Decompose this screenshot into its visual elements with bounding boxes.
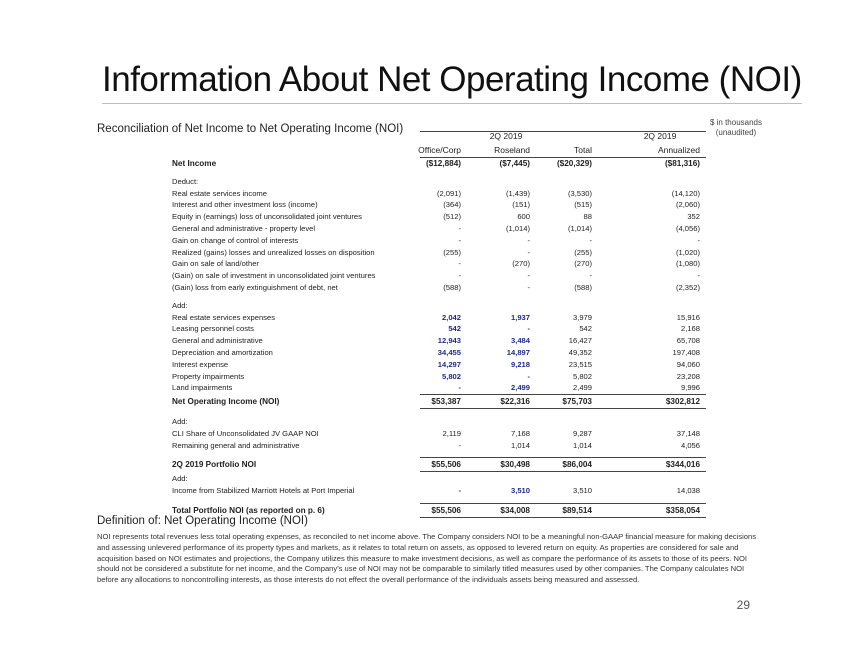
cell-total: 16,427: [568, 336, 592, 346]
cell-total: 49,352: [568, 347, 592, 357]
header-group-2q2019: 2Q 2019: [489, 131, 523, 141]
header-group-annualized: 2Q 2019: [643, 131, 677, 141]
cell-roseland: -: [527, 271, 530, 281]
cell-office: -: [458, 223, 461, 233]
cell-roseland: 3,484: [510, 336, 530, 346]
deduct-rows: [172, 188, 706, 294]
title-divider: [102, 103, 802, 104]
cell-total: (270): [574, 259, 592, 269]
cell-office: -: [458, 383, 461, 393]
row-label: Land impairments: [172, 383, 233, 393]
cell-office: -: [458, 271, 461, 281]
row-label: Income from Stabilized Marriott Hotels at Port Imperial: [172, 485, 355, 495]
definition-text: NOI represents total revenues less total operating expenses, as reconciled to net income above. The Company considers NOI to be a meaningful non-GAAP financial measure for making decisions and assessing unlevered performance of its property types and markets, as it relates to total return on assets, as opposed to levered return on equity. As properties are considered for sale and acquisition based on NOI estimates and projections, the Company utilizes this measure to make investment decisions, as well as compare the performance of its assets to those of its peers. NOI should not be considered a substitute for net income, and the Company's use of NOI may not be comparable to similarly titled measures used by other companies. The Company calculates NOI before any allocations to noncontrolling interests, as those interests do not effect the overall performance of the individuals assets being measured and assessed.: [97, 532, 757, 585]
cell-annualized: 94,060: [676, 359, 700, 369]
row-label: Equity in (earnings) loss of unconsolidated joint ventures: [172, 212, 362, 222]
section-label: Add:: [172, 300, 188, 310]
add2-rows: [172, 428, 706, 452]
table-row: [172, 235, 706, 247]
noi-row: [172, 396, 706, 408]
definition-title: Definition of: Net Operating Income (NOI): [97, 515, 308, 527]
cell-annualized: 2,168: [680, 324, 700, 334]
table-row: [172, 335, 706, 347]
cell-roseland: 7,168: [510, 428, 530, 438]
cell-office: 5,802: [441, 371, 461, 381]
section-label: Add:: [172, 416, 188, 426]
cell-total: (515): [574, 200, 592, 210]
row-label: (Gain) loss from early extinguishment of debt, net: [172, 282, 338, 292]
section-label: Deduct:: [172, 176, 199, 186]
cell-roseland: 3,510: [510, 485, 530, 495]
cell-total: (255): [574, 247, 592, 257]
cell-roseland: -: [527, 371, 530, 381]
page-number: 29: [736, 598, 750, 612]
row-label: Real estate services income: [172, 188, 267, 198]
row-label: Interest expense: [172, 359, 229, 369]
cell-annualized: -: [697, 235, 700, 245]
cell-office: 14,297: [437, 359, 461, 369]
cell-annualized: 9,996: [680, 383, 700, 393]
units-line-2: (unaudited): [715, 128, 757, 137]
units-line-1: $ in thousands: [709, 118, 762, 127]
cell-roseland: (270): [512, 259, 530, 269]
row-label: Remaining general and administrative: [172, 440, 300, 450]
cell-office: 542: [448, 324, 461, 334]
cell-office: -: [458, 440, 461, 450]
table-row: [172, 347, 706, 359]
cell-roseland: $30,498: [500, 460, 530, 470]
cell-office: -: [458, 259, 461, 269]
cell-roseland: 1,014: [510, 440, 530, 450]
cell-office: 34,455: [437, 347, 461, 357]
table-row: [172, 440, 706, 452]
cell-total: 5,802: [572, 371, 592, 381]
row-label: CLI Share of Unconsolidated JV GAAP NOI: [172, 428, 319, 438]
table-row: [172, 371, 706, 383]
cell-annualized: 15,916: [676, 312, 700, 322]
row-label: Net Operating Income (NOI): [172, 397, 280, 407]
cell-roseland: (151): [512, 200, 530, 210]
header-cols-row: [172, 145, 706, 158]
table-row: [172, 323, 706, 335]
row-label: Net Income: [172, 159, 217, 168]
cell-total: (1,014): [567, 223, 592, 233]
row-label: General and administrative: [172, 336, 263, 346]
units-note: [710, 118, 762, 138]
row-label: Depreciation and amortization: [172, 347, 273, 357]
cell-total: 542: [579, 324, 592, 334]
cell-roseland: -: [527, 282, 530, 292]
table-row: [172, 258, 706, 270]
add-label: [172, 300, 706, 312]
cell-annualized: $302,812: [665, 397, 700, 407]
cell-roseland: 9,218: [510, 359, 530, 369]
cell-roseland: 2,499: [510, 383, 530, 393]
cell-annualized: -: [697, 271, 700, 281]
portfolio-noi-row: [172, 459, 706, 471]
cell-office: (2,091): [436, 188, 461, 198]
table-row: [172, 223, 706, 235]
cell-total: $89,514: [562, 505, 592, 515]
cell-roseland: -: [527, 235, 530, 245]
add-rows: [172, 312, 706, 395]
cell-annualized: (1,080): [675, 259, 700, 269]
table-row: [172, 247, 706, 259]
row-label: Interest and other investment loss (income): [172, 200, 318, 210]
cell-total: (3,530): [567, 188, 592, 198]
cell-annualized: (2,352): [675, 282, 700, 292]
cell-office: -: [458, 485, 461, 495]
cell-office: $55,506: [431, 505, 461, 515]
cell-total: 1,014: [572, 440, 592, 450]
cell-total: 2,499: [572, 383, 592, 393]
cell-total: -: [589, 235, 592, 245]
cell-total: 88: [583, 212, 592, 222]
cell-total: 3,510: [572, 485, 592, 495]
cell-roseland: 600: [517, 212, 530, 222]
cell-office: 12,943: [437, 336, 461, 346]
cell-roseland: (1,014): [505, 223, 530, 233]
table-row: [172, 382, 706, 394]
cell-roseland: 1,937: [510, 312, 530, 322]
cell-roseland: -: [527, 324, 530, 334]
cell-annualized: 4,056: [680, 440, 700, 450]
cell-annualized: $358,054: [665, 505, 700, 515]
cell-office: ($12,884): [425, 159, 461, 168]
cell-office: 2,042: [441, 312, 461, 322]
cell-total: ($20,329): [556, 159, 592, 168]
row-label: Realized (gains) losses and unrealized losses on disposition: [172, 247, 375, 257]
table-row: [172, 485, 706, 497]
cell-roseland: -: [527, 247, 530, 257]
cell-roseland: ($7,445): [499, 159, 530, 168]
col-header-annualized: Annualized: [657, 145, 700, 155]
add2-label: [172, 416, 706, 428]
row-label: General and administrative - property level: [172, 223, 316, 233]
col-header-roseland: Roseland: [494, 145, 530, 155]
row-label: Property impairments: [172, 371, 245, 381]
cell-annualized: 23,208: [676, 371, 700, 381]
cell-office: (364): [443, 200, 461, 210]
table-row: [172, 428, 706, 440]
cell-roseland: (1,439): [505, 188, 530, 198]
cell-office: (512): [443, 212, 461, 222]
table-row: [172, 188, 706, 200]
cell-total: -: [589, 271, 592, 281]
add3-rows: [172, 485, 706, 497]
cell-total: 3,979: [572, 312, 592, 322]
cell-office: $55,506: [431, 460, 461, 470]
cell-annualized: (2,060): [675, 200, 700, 210]
cell-office: (255): [443, 247, 461, 257]
cell-total: $75,703: [562, 397, 592, 407]
section-label: Add:: [172, 474, 188, 484]
cell-roseland: $34,008: [500, 505, 530, 515]
row-label: Gain on sale of land/other: [172, 259, 259, 269]
cell-office: 2,119: [442, 428, 461, 438]
table-row: [172, 312, 706, 324]
cell-total: (588): [574, 282, 592, 292]
cell-annualized: 37,148: [676, 428, 700, 438]
cell-office: $53,387: [431, 397, 461, 407]
cell-annualized: (1,020): [675, 247, 700, 257]
col-header-total: Total: [574, 145, 592, 155]
row-label: Total Portfolio NOI (as reported on p. 6): [172, 505, 325, 515]
cell-annualized: ($81,316): [664, 159, 700, 168]
col-header-office: Office/Corp: [418, 145, 461, 155]
reconciliation-title: Reconciliation of Net Income to Net Operating Income (NOI): [97, 123, 404, 135]
net-income-row: [172, 158, 706, 170]
row-label: Real estate services expenses: [172, 312, 275, 322]
cell-annualized: (4,056): [675, 223, 700, 233]
table-row: [172, 211, 706, 223]
cell-total: 9,287: [572, 428, 592, 438]
row-label: Gain on change of control of interests: [172, 235, 299, 245]
cell-annualized: 352: [687, 212, 700, 222]
row-label: 2Q 2019 Portfolio NOI: [172, 460, 257, 470]
table-row: [172, 359, 706, 371]
cell-annualized: 197,408: [672, 347, 700, 357]
row-label: (Gain) on sale of investment in unconsolidated joint ventures: [172, 271, 376, 281]
cell-office: (588): [443, 282, 461, 292]
cell-annualized: $344,016: [665, 460, 700, 470]
cell-annualized: 14,038: [676, 485, 700, 495]
cell-roseland: $22,316: [500, 397, 530, 407]
deduct-label: [172, 176, 706, 188]
cell-office: -: [458, 235, 461, 245]
page-title: Information About Net Operating Income (NOI): [102, 60, 802, 99]
cell-annualized: 65,708: [676, 336, 700, 346]
cell-total: 23,515: [568, 359, 592, 369]
table-row: [172, 199, 706, 211]
add3-label: [172, 473, 706, 485]
header-group-row: [172, 131, 706, 145]
table-row: [172, 282, 706, 294]
table-row: [172, 270, 706, 282]
cell-roseland: 14,897: [506, 347, 530, 357]
row-label: Leasing personnel costs: [172, 324, 254, 334]
cell-total: $86,004: [562, 460, 592, 470]
cell-annualized: (14,120): [671, 188, 700, 198]
noi-reconciliation-table: [172, 131, 706, 519]
